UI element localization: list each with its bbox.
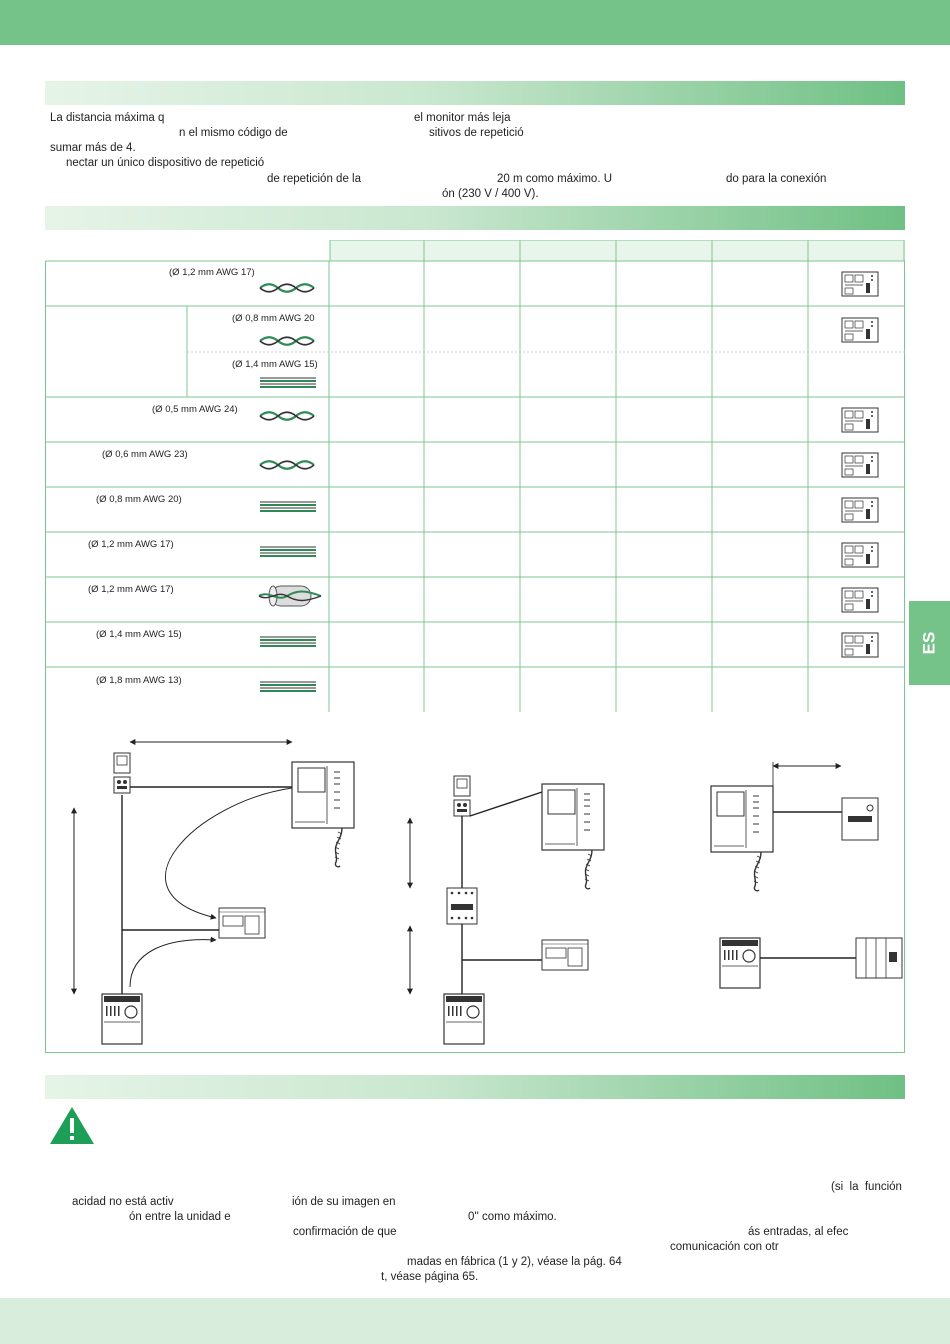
p2-line6: madas en fábrica (1 y 2), véase la pág. 64 [407, 1256, 622, 1268]
warning-icon [50, 1107, 94, 1145]
spec-row-10: (Ø 1,8 mm AWG 13) [96, 675, 182, 686]
spec-row-8: (Ø 1,2 mm AWG 17) [88, 584, 174, 595]
spec-row-1: (Ø 1,2 mm AWG 17) [169, 267, 255, 278]
language-tab-label: ES [919, 631, 939, 655]
p2-line4-b: ás entradas, al efec [748, 1226, 849, 1238]
wiring-diagrams [45, 712, 905, 1053]
language-tab[interactable] [909, 601, 950, 685]
spec-row-6: (Ø 0,8 mm AWG 20) [96, 494, 182, 505]
p2-line2-a: acidad no está activ [72, 1196, 174, 1208]
p1-line4: nectar un único dispositivo de repetició [66, 157, 265, 169]
p2-line7: t, véase página 65. [381, 1271, 479, 1283]
section-bar-3 [45, 1075, 905, 1099]
p2-line4-a: confirmación de que [293, 1226, 397, 1238]
p2-line2-b: ión de su imagen en [292, 1196, 396, 1208]
spec-row-3: (Ø 1,4 mm AWG 15) [232, 359, 318, 370]
p1-line1-b: el monitor más leja [414, 112, 511, 124]
p1-line2-b: sitivos de repetició [429, 127, 524, 139]
section-bar-1 [45, 81, 905, 105]
wiring-diagrams-svg [46, 712, 906, 1053]
spec-row-4: (Ø 0,5 mm AWG 24) [152, 404, 238, 415]
p1-line6: ón (230 V / 400 V). [442, 188, 539, 200]
spec-row-9: (Ø 1,4 mm AWG 15) [96, 629, 182, 640]
p1-line1-a: La distancia máxima q [50, 112, 165, 124]
footer-bar [0, 1298, 950, 1344]
p2-line3-b: 0'' como máximo. [468, 1211, 557, 1223]
spec-row-2: (Ø 0,8 mm AWG 20 [232, 313, 315, 324]
p1-line5-b: 20 m como máximo. U [497, 173, 613, 185]
p1-line3: sumar más de 4. [50, 142, 136, 154]
p1-line5-a: de repetición de la [267, 173, 361, 185]
header-bar [0, 0, 950, 45]
p2-line3-a: ón entre la unidad e [129, 1211, 231, 1223]
section-bar-2 [45, 206, 905, 230]
p1-line5-c: do para la conexión [726, 173, 827, 185]
spec-row-5: (Ø 0,6 mm AWG 23) [102, 449, 188, 460]
p2-line5: comunicación con otr [670, 1241, 779, 1253]
spec-row-7: (Ø 1,2 mm AWG 17) [88, 539, 174, 550]
p1-line2-a: n el mismo código de [179, 127, 288, 139]
p2-line1: (si la función [831, 1181, 902, 1193]
